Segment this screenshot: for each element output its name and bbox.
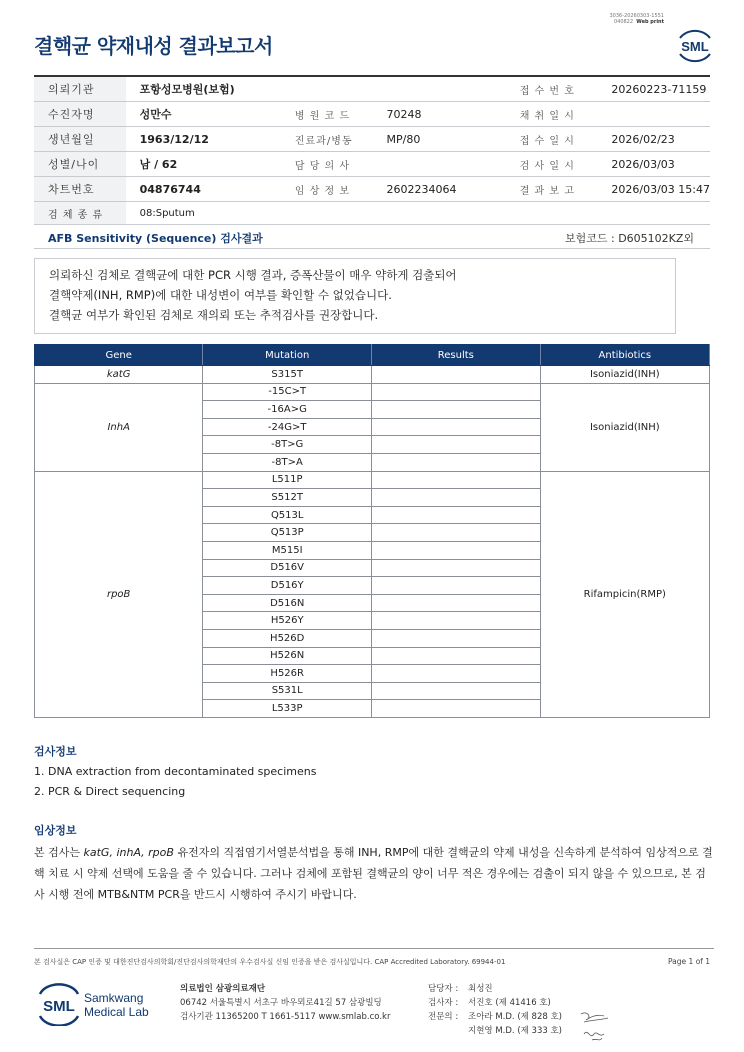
report-title: 결핵균 약재내성 결과보고서 bbox=[34, 34, 273, 58]
staff-role: 검사자 : bbox=[428, 998, 459, 1008]
header-results: Results bbox=[372, 345, 541, 366]
info-value bbox=[373, 76, 506, 102]
result-cell bbox=[372, 577, 541, 595]
info-row bbox=[34, 127, 710, 152]
info-row bbox=[34, 76, 710, 102]
mutation-cell: H526R bbox=[203, 665, 372, 683]
info-value: 04876744 bbox=[126, 177, 281, 202]
staff-name: 최성진 bbox=[468, 984, 493, 994]
result-cell bbox=[372, 489, 541, 507]
test-info-title: 검사정보 bbox=[34, 745, 77, 758]
antibiotic-cell: Isoniazid(INH) bbox=[540, 366, 709, 384]
info-label: 검 사 일 시 bbox=[506, 152, 598, 177]
sml-logo-text: SML bbox=[681, 39, 709, 54]
comment-line: 결핵약제(INH, RMP)에 대한 내성변이 여부를 확인할 수 없었습니다. bbox=[49, 288, 392, 302]
staff-list bbox=[428, 982, 562, 1038]
info-value: 2026/02/23 bbox=[597, 127, 710, 152]
mutation-cell: H526D bbox=[203, 629, 372, 647]
foundation-name: 의료법인 삼광의료재단 bbox=[180, 984, 266, 994]
page-number: Page 1 of 1 bbox=[668, 957, 711, 966]
clinical-text-post: 유전자의 직접염기서열분석법을 통해 INH, RMP에 대한 결핵균의 약제 내성을 신속하게 분석하여 임상적으로 결핵 치료 시 약제 선택에 도움을 줄 수 있습니다. 그러나 검체에 포함된 결핵균의 양이 너무 적은 경우에는 검출이 되지 않을 수 있으므로, 본 검사 시행 전에 MTB&NTM PCR을 반드시 시행하여 주시기 바랍니다. bbox=[34, 846, 713, 901]
result-cell bbox=[372, 471, 541, 489]
antibiotic-cell: Rifampicin(RMP) bbox=[540, 471, 709, 717]
result-cell bbox=[372, 418, 541, 436]
info-value: 포항성모병원(보험) bbox=[126, 76, 281, 102]
clinical-info-title: 임상정보 bbox=[34, 824, 77, 837]
info-row bbox=[34, 102, 710, 127]
mutation-results-table bbox=[34, 344, 710, 718]
specimen-value: 08:Sputum bbox=[126, 202, 710, 225]
staff-name: 조아라 M.D. (제 828 호) bbox=[468, 1012, 563, 1022]
gene-cell: InhA bbox=[35, 383, 203, 471]
info-value: 70248 bbox=[373, 102, 506, 127]
gene-cell: katG bbox=[35, 366, 203, 384]
info-value: MP/80 bbox=[373, 127, 506, 152]
info-label bbox=[281, 76, 373, 102]
result-cell bbox=[372, 401, 541, 419]
result-cell bbox=[372, 700, 541, 718]
result-cell bbox=[372, 366, 541, 384]
clinical-text-pre: 본 검사는 bbox=[34, 846, 84, 859]
info-label: 접 수 일 시 bbox=[506, 127, 598, 152]
signature-icon bbox=[578, 1008, 618, 1044]
info-label: 결 과 보 고 bbox=[506, 177, 598, 202]
info-value: 1963/12/12 bbox=[126, 127, 281, 152]
antibiotic-cell: Isoniazid(INH) bbox=[540, 383, 709, 471]
divider bbox=[34, 248, 710, 249]
result-cell bbox=[372, 559, 541, 577]
info-label: 채 취 일 시 bbox=[506, 102, 598, 127]
clinical-info-text bbox=[34, 842, 714, 905]
mutation-cell: -8T>A bbox=[203, 453, 372, 471]
mutation-cell: M515I bbox=[203, 541, 372, 559]
info-value: 2026/03/03 15:47 bbox=[597, 177, 710, 202]
mutation-cell: L533P bbox=[203, 700, 372, 718]
clinical-genes: katG, inhA, rpoB bbox=[83, 846, 174, 859]
mutation-cell: H526Y bbox=[203, 612, 372, 630]
mutation-cell: H526N bbox=[203, 647, 372, 665]
info-label: 담 당 의 사 bbox=[281, 152, 373, 177]
info-value bbox=[597, 102, 710, 127]
staff-role: 담당자 : bbox=[428, 984, 459, 994]
mutation-cell: Q513L bbox=[203, 506, 372, 524]
header-antibiotics: Antibiotics bbox=[540, 345, 709, 366]
result-cell bbox=[372, 453, 541, 471]
samkwang-logo-icon bbox=[38, 982, 178, 1026]
info-label: 의뢰기관 bbox=[34, 76, 126, 102]
info-row bbox=[34, 152, 710, 177]
mutation-cell: D516V bbox=[203, 559, 372, 577]
mutation-cell: S531L bbox=[203, 682, 372, 700]
result-cell bbox=[372, 612, 541, 630]
specimen-row bbox=[34, 202, 710, 225]
info-label: 병 원 코 드 bbox=[281, 102, 373, 127]
info-label: 차트번호 bbox=[34, 177, 126, 202]
info-label: 생년월일 bbox=[34, 127, 126, 152]
accreditation-note: 본 검사실은 CAP 인증 및 대한진단검사의학회/진단검사의학재단의 우수검사실 신임 인증을 받은 검사실입니다. CAP Accredited Laboratory. 69944-01 bbox=[34, 958, 506, 966]
section-title: AFB Sensitivity (Sequence) 검사결과 bbox=[48, 232, 263, 245]
mutation-cell: -16A>G bbox=[203, 401, 372, 419]
mutation-cell: -24G>T bbox=[203, 418, 372, 436]
result-cell bbox=[372, 436, 541, 454]
footer-logo-sub2: Medical Lab bbox=[84, 1005, 149, 1019]
result-cell bbox=[372, 647, 541, 665]
web-print-label: Web print bbox=[636, 19, 664, 25]
result-cell bbox=[372, 629, 541, 647]
gene-cell: rpoB bbox=[35, 471, 203, 717]
mutation-cell: S315T bbox=[203, 366, 372, 384]
info-value: 2026/03/03 bbox=[597, 152, 710, 177]
table-row bbox=[35, 471, 710, 489]
mutation-cell: -8T>G bbox=[203, 436, 372, 454]
mutation-cell: S512T bbox=[203, 489, 372, 507]
report-code bbox=[609, 13, 664, 25]
info-value bbox=[373, 152, 506, 177]
result-cell bbox=[372, 594, 541, 612]
info-value: 남 / 62 bbox=[126, 152, 281, 177]
footer-logo-main: SML bbox=[43, 998, 75, 1015]
info-label: 진료과/병동 bbox=[281, 127, 373, 152]
info-label: 수진자명 bbox=[34, 102, 126, 127]
staff-name: 서진호 (제 41416 호) bbox=[468, 998, 551, 1008]
header-gene: Gene bbox=[35, 345, 203, 366]
info-label: 임 상 정 보 bbox=[281, 177, 373, 202]
mutation-cell: L511P bbox=[203, 471, 372, 489]
foundation-info bbox=[180, 982, 390, 1024]
result-cell bbox=[372, 682, 541, 700]
info-label: 접 수 번 호 bbox=[506, 76, 598, 102]
footer-divider bbox=[34, 948, 714, 949]
specimen-label: 검 체 종 류 bbox=[34, 202, 126, 225]
result-cell bbox=[372, 506, 541, 524]
table-row bbox=[35, 366, 710, 384]
test-info-item: 1. DNA extraction from decontaminated specimens bbox=[34, 765, 317, 778]
footer-logo-sub1: Samkwang bbox=[84, 991, 144, 1005]
report-code-line2: 040822 bbox=[613, 19, 634, 25]
mutation-cell: D516Y bbox=[203, 577, 372, 595]
header-mutation: Mutation bbox=[203, 345, 372, 366]
info-value: 20260223-71159 bbox=[597, 76, 710, 102]
info-row bbox=[34, 177, 710, 202]
staff-role: 전문의 : bbox=[428, 1012, 459, 1022]
sml-logo-icon bbox=[674, 24, 716, 66]
result-comment-box bbox=[34, 258, 676, 334]
result-cell bbox=[372, 524, 541, 542]
info-value: 2602234064 bbox=[373, 177, 506, 202]
patient-info-table bbox=[34, 75, 710, 225]
foundation-address: 06742 서울특별시 서초구 바우뫼로41길 57 삼광빌딩 bbox=[180, 998, 382, 1008]
staff-name: 지현영 M.D. (제 333 호) bbox=[468, 1026, 563, 1036]
info-label: 성별/나이 bbox=[34, 152, 126, 177]
result-cell bbox=[372, 383, 541, 401]
comment-line: 결핵균 여부가 확인된 검체로 재의뢰 또는 추적검사를 권장합니다. bbox=[49, 308, 379, 322]
report-code-line1: 3036-20260303-1551 bbox=[609, 13, 664, 19]
comment-line: 의뢰하신 검체로 결핵균에 대한 PCR 시행 결과, 증폭산물이 매우 약하게 검출되어 bbox=[49, 268, 457, 282]
info-value: 성만수 bbox=[126, 102, 281, 127]
foundation-contact: 검사기관 11365200 T 1661-5117 www.smlab.co.kr bbox=[180, 1012, 391, 1022]
insurance-code: 보험코드 : D605102KZ외 bbox=[565, 232, 695, 245]
table-row bbox=[35, 383, 710, 401]
test-info-item: 2. PCR & Direct sequencing bbox=[34, 785, 186, 798]
mutation-cell: Q513P bbox=[203, 524, 372, 542]
result-cell bbox=[372, 541, 541, 559]
result-cell bbox=[372, 665, 541, 683]
mutation-cell: D516N bbox=[203, 594, 372, 612]
mutation-cell: -15C>T bbox=[203, 383, 372, 401]
